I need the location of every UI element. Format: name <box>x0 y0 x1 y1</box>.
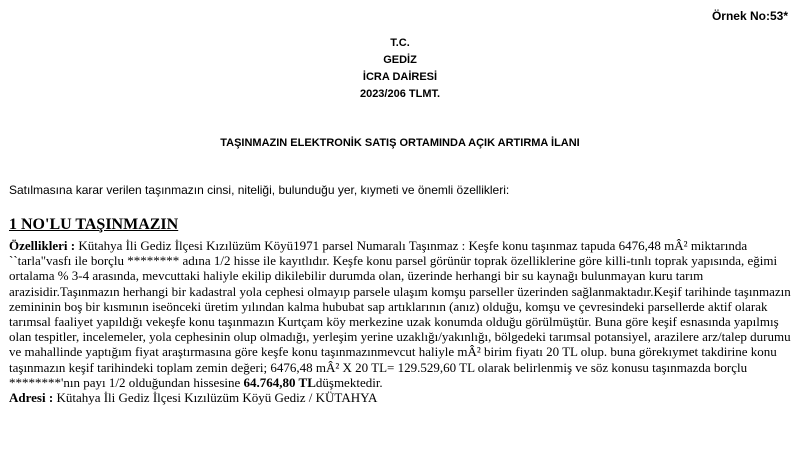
address-text: Kütahya İli Gediz İlçesi Kızılüzüm Köyü Gediz / KÜTAHYA <box>53 390 378 406</box>
share-value: 64.764,80 TL <box>243 374 316 390</box>
document-number: Örnek No:53* <box>711 9 788 23</box>
features-label: Özellikleri : <box>9 238 76 253</box>
authority-header <box>0 35 800 103</box>
features-text: Kütahya İli Gediz İlçesi Kızılüzüm Köyü1971 parsel Numaralı Taşınmaz : Keşfe konu taşınmaz tapuda 6476,48 mÂ² miktarında ``tarla"vasfı ile borçlu ******** adına 1/2 hisse ile kayıtlıdır. Keşfe konu parsel görünür toprak özelliklerine göre killi-tınlı toprak yapısında, eğimi ortalama % 3-4 arasında, mevcuttaki haliyle ekilip dikilebilir durumda olan, üzerinde herhangi bir su kaynağı bulunmayan kuru tarım arazisidir.Taşınmazın herhangi bir kadastral yola cephesi olmayıp parsele ulaşım komşu parseller üzerinden sağlanmaktadır.Keşif tarihinde taşınmazın zemininin boş bir kısmının iseönceki üretim yılından kalma hububat sap artıklarının (anız) olduğu, komşu ve çevresindeki parsellerde aktif olarak tarımsal faaliyet yapıldığı vekeşfe konu taşınmazın Kurtçam köy merkezine uzak konumda olduğu görülmüştür. Buna göre keşif esnasında yapılmış olan tespitler, incelemeler, yola cephesinin olup olmadığı, yerleşim yerine uzaklığı/yakınlığı, bölgedeki tarımsal potansiyel, arazilere arz/talep durumu ve mahallinde yaptığım fiyat araştırmasına göre keşfe konu taşınmazınmevcut haliyle mÂ² birim fiyatı 20 TL olup. buna görekıymet takdirine konu taşınmazın keşif tarihindeki toplam zemin değeri; 6476,48 mÂ² X 20 TL= 129.529,60 TL olarak belirlenmiş ve söz konusu taşınmazda borçlu ********'nın payı 1/2 olduğundan hissesine <box>9 238 791 390</box>
property-details <box>9 238 791 405</box>
address-paragraph <box>9 390 791 405</box>
features-suffix: düşmektedir. <box>315 374 383 390</box>
header-line-city: GEDİZ <box>383 54 417 66</box>
features-paragraph <box>9 238 791 390</box>
header-line-tc: T.C. <box>390 37 410 49</box>
header-line-file-number: 2023/206 TLMT. <box>359 88 441 100</box>
announcement-title: TAŞINMAZIN ELEKTRONİK SATIŞ ORTAMINDA AÇIK ARTIRMA İLANI <box>220 137 580 149</box>
intro-text: Satılmasına karar verilen taşınmazın cinsi, niteliği, bulunduğu yer, kıymeti ve önemli özellikleri: <box>9 183 510 197</box>
address-label: Adresi : <box>9 390 54 406</box>
property-heading: 1 NO'LU TAŞINMAZIN <box>9 216 179 233</box>
header-line-office: İCRA DAİRESİ <box>362 71 438 83</box>
